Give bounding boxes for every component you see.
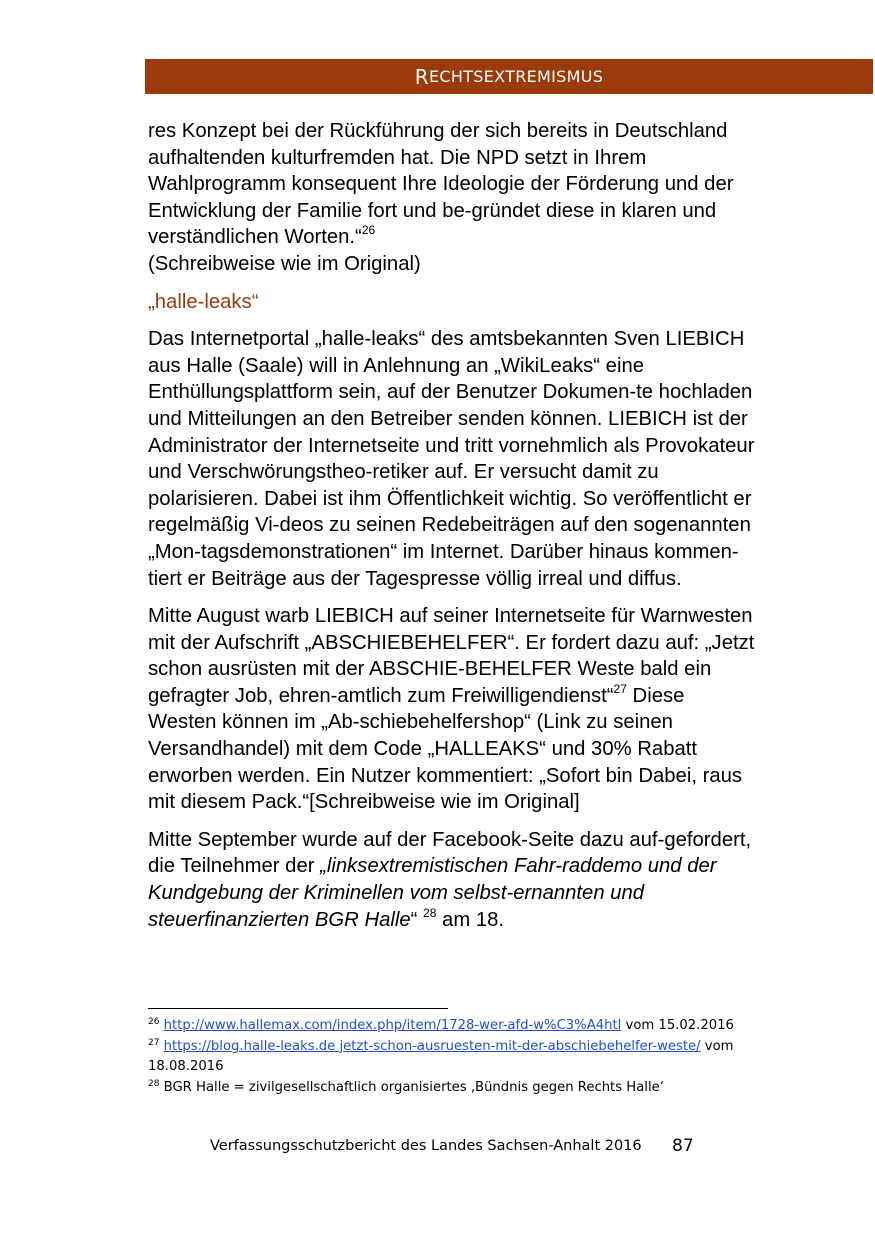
footnote-date: vom 18.08.2016 (148, 1038, 734, 1074)
paragraph-text: Diese Westen können im „Ab-schiebehelfershop“ (Link zu seinen Versandhandel) mit dem Code „HALLEAKS“ und 30% Rabatt erworben werden. Ein Nutzer kommentiert: „Sofort bin Dabei, raus mit diesem Pack.“[Schreibweise wie im Original] (148, 684, 743, 814)
paragraph-npd (148, 118, 758, 251)
footnote-date: vom 15.02.2016 (621, 1018, 734, 1033)
paragraph-text: Mitte August warb LIEBICH auf seiner Internetseite für Warnwesten mit der Aufschrift „ABSCHIEBEHELFER“. Er fordert dazu auf: „Jetzt schon ausrüsten mit der ABSCHIE-BEHELFER Weste bald ein gefragter Job, ehren-amtlich zum Freiwilligendienst“ (148, 605, 755, 707)
footnote-divider (148, 1008, 448, 1009)
footnote-link-26[interactable]: http://www.hallemax.com/index.php/item/1728-wer-afd-w%C3%A4htl (163, 1018, 622, 1033)
paragraph-abschiebehelfer (148, 603, 758, 816)
paragraph-note: (Schreibweise wie im Original) (148, 252, 421, 275)
footnote-ref-27[interactable]: 27 (613, 681, 627, 696)
footnote-number: 27 (148, 1037, 160, 1048)
paragraph-text: am 18. (436, 908, 505, 931)
footnote-ref-26[interactable]: 26 (361, 223, 376, 238)
page-number: 87 (672, 1136, 694, 1156)
paragraph-text: Mitte September wurde auf der Facebook-Seite dazu auf-gefordert, die Teilnehmer der (148, 828, 752, 878)
footnote-text: BGR Halle = zivilgesellschaftlich organisiertes ‚Bündnis gegen Rechts Halle‘ (159, 1079, 664, 1095)
footnote-26 (148, 1016, 768, 1037)
footnote-link-27[interactable]: https://blog.halle-leaks.de jetzt-schon-ausruesten-mit-der-abschiebehelfer-weste/ (163, 1038, 701, 1054)
paragraph-halle-leaks: Das Internetportal „halle-leaks“ des amtsbekannten Sven LIEBICH aus Halle (Saale) will in Anlehnung an „WikiLeaks“ eine Enthüllungsplattform sein, auf der Benutzer Dokumen-te hochladen und Mitteilungen an den Betreiber senden können. LIEBICH ist der Administrator der Internetseite und tritt vornehmlich als Provokateur und Verschwörungstheo-retiker auf. Er versucht damit zu polarisieren. Dabei ist ihm Öffentlichkeit wichtig. So veröffentlicht er regelmäßig Vi-deos zu seinen Redebeiträgen auf den sogenannten „Mon-tagsdemonstrationen“ im Internet. Darüber hinaus kommen-tiert er Beiträge aus der Tagespresse völlig irreal und diffus. (148, 328, 755, 590)
section-header (145, 59, 873, 94)
footnote-27 (148, 1037, 768, 1078)
footnote-ref-28[interactable]: 28 (423, 905, 437, 920)
section-title-rest: ECHTSEXTREMISMUS (429, 67, 604, 86)
paragraph-text: res Konzept bei der Rückführung der sich bereits in Deutschland aufhaltenden kulturfremden hat. Die NPD setzt in Ihrem Wahlprogramm konsequent Ihre Ideologie der Förderung und der Entwicklung der Familie fort und be-gründet diese in klaren und verständlichen Worten.“ (148, 120, 734, 249)
footnote-28 (148, 1078, 768, 1099)
footnote-number: 26 (148, 1017, 160, 1027)
publication-footer: Verfassungsschutzbericht des Landes Sachsen-Anhalt 2016 (210, 1138, 642, 1154)
paragraph-text: “ (410, 908, 424, 931)
footnotes (148, 1016, 768, 1098)
italic-quote: „linksextremistischen Fahr-raddemo und der Kundgebung der Kriminellen vom selbst-ernannten und steuerfinanzierten BGR Halle (148, 855, 717, 931)
main-text (148, 118, 758, 944)
paragraph-facebook (148, 827, 758, 933)
footnote-number: 28 (148, 1078, 160, 1089)
section-heading-halle-leaks: „halle-leaks“ (148, 290, 259, 313)
section-title-initial: R (414, 64, 429, 89)
